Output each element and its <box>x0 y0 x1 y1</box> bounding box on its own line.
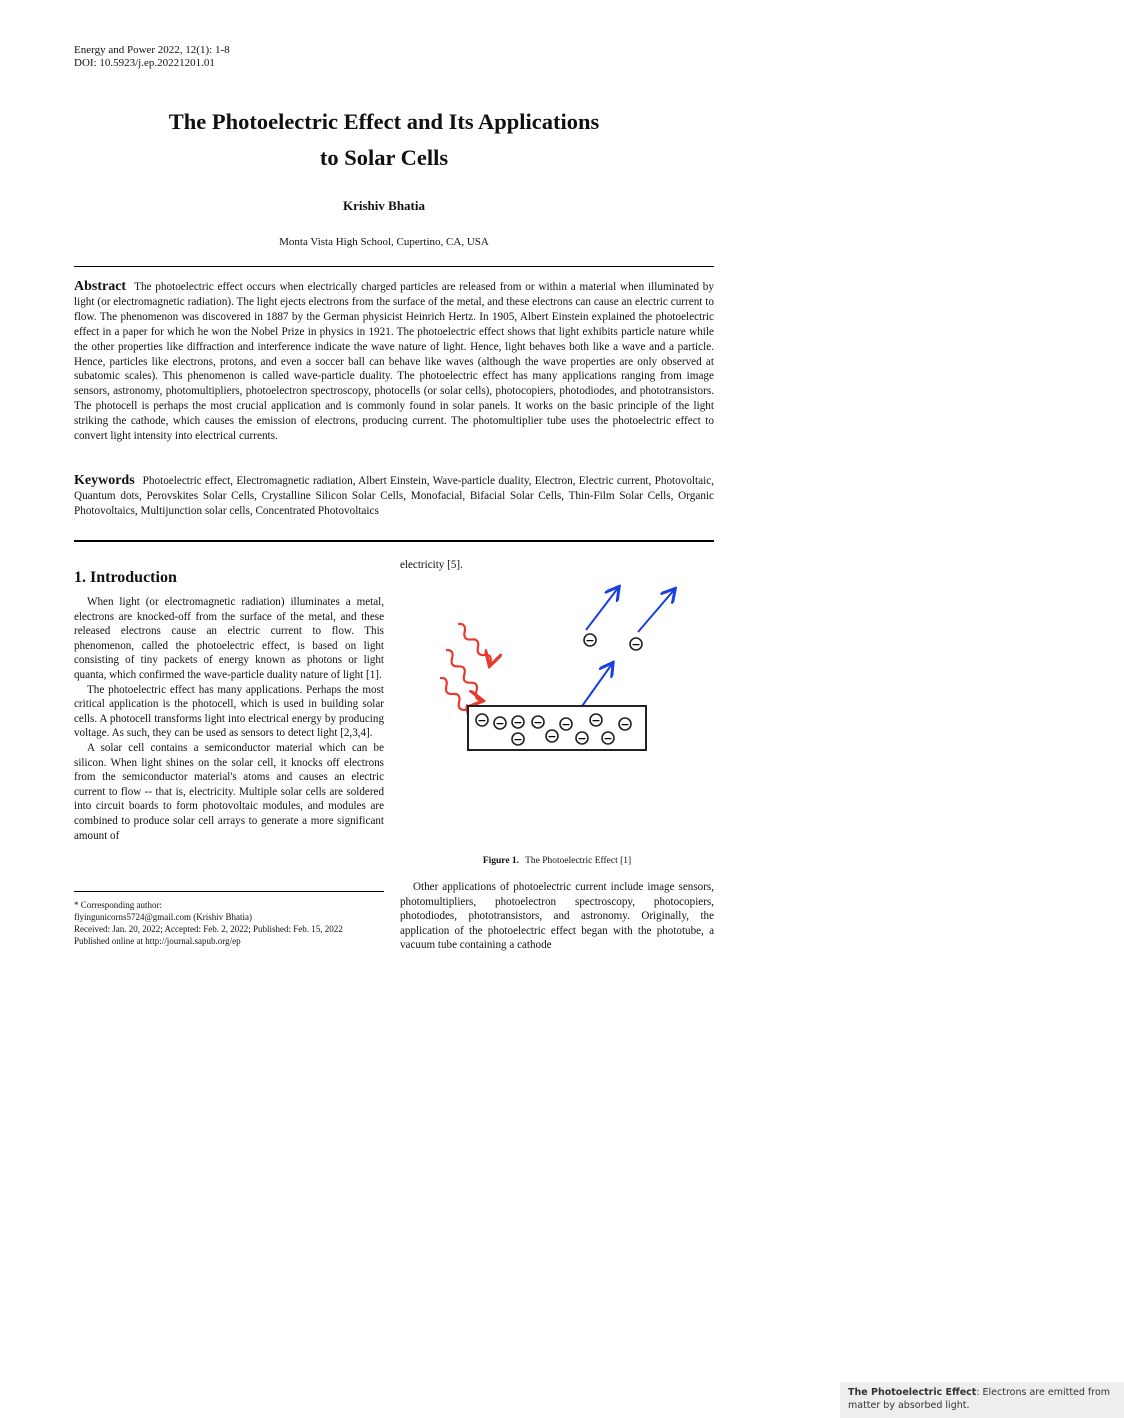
figure-inner-caption <box>840 1382 1124 1418</box>
electron-sign: − <box>577 732 587 745</box>
title-line-2: to Solar Cells <box>319 145 449 170</box>
intro-continuation: electricity [5]. <box>400 559 463 571</box>
abstract <box>74 280 714 444</box>
figure-caption-text: The Photoelectric Effect [1] <box>525 856 632 866</box>
divider-bottom <box>74 540 714 542</box>
footnote <box>74 899 394 947</box>
figure-illustration <box>420 578 704 808</box>
intro-paragraph-2: The photoelectric effect has many applications. Perhaps the most critical application is the photocell, which is used in building solar cells. A photocell transforms light into electrical energy by producing voltage. As such, they can be used as sensors to detect light [2,3,4]. <box>74 683 384 740</box>
figure-caption <box>400 856 714 866</box>
electron-sign: − <box>533 716 543 729</box>
emitted-arrow-1 <box>586 588 618 630</box>
paper-title <box>74 104 694 176</box>
journal-header <box>74 44 230 70</box>
intro-left-column <box>74 595 384 843</box>
keywords-text: Photoelectric effect, Electromagnetic radiation, Albert Einstein, Wave-particle duality, Electron, Electric current, Photovoltaic, Quantum dots, Perovskites Solar Cells, Crystalline Silicon Solar Cells, Monofacial, Bifacial Solar Cells, Thin-Film Solar Cells, Organic Photovoltaics, Multijunction solar cells, Concentrated Photovoltaics <box>74 475 714 517</box>
title-line-1: The Photoelectric Effect and Its Applications <box>168 109 600 134</box>
footnote-corresponding: * Corresponding author: <box>74 900 162 910</box>
journal-doi: DOI: 10.5923/j.ep.20221201.01 <box>74 57 215 69</box>
figure-inner-caption-text: : Electrons are emitted from matter by absorbed light. <box>848 1387 1111 1411</box>
figure-number: Figure 1. <box>482 856 520 866</box>
affiliation: Monta Vista High School, Cupertino, CA, USA <box>279 236 489 248</box>
electron-sign: − <box>631 638 641 651</box>
electron-sign: − <box>561 718 571 731</box>
intro-paragraph-1: When light (or electromagnetic radiation) illuminates a metal, electrons are knocked-off from the surface of the metal, and these released electrons cause an electric current to flow. This phenomenon, called the photoelectric effect, is based on light consisting of tiny packets of energy known as photons or light quanta, which confirmed the wave-particle duality nature of light [1]. <box>74 596 384 681</box>
electron-sign: − <box>591 714 601 727</box>
author-name: Krishiv Bhatia <box>343 198 425 213</box>
section-heading: 1. Introduction <box>74 569 177 586</box>
footnote-published: Published online at http://journal.sapub.org/ep <box>74 936 241 946</box>
abstract-label: Abstract <box>74 279 127 294</box>
light-wave-1 <box>451 622 499 664</box>
electron-sign: − <box>620 718 630 731</box>
electron-sign: − <box>495 717 505 730</box>
intro-right-column <box>400 880 714 953</box>
emitted-arrow-2 <box>638 590 674 632</box>
electron-sign: − <box>477 714 487 727</box>
keywords-label: Keywords <box>74 473 135 488</box>
keywords <box>74 474 714 519</box>
footnote-email: flyingunicorns5724@gmail.com (Krishiv Bhatia) <box>74 912 253 922</box>
electron-sign: − <box>513 733 523 746</box>
footnote-divider <box>74 891 384 892</box>
electron-sign: − <box>547 730 557 743</box>
electron-sign: − <box>603 732 613 745</box>
intro-right-paragraph: Other applications of photoelectric current include image sensors, photomultipliers, photoelectron spectroscopy, photocopiers, photodiodes, phototransistors, and astronomy. Originally, the application of the photoelectric effect began with the phototube, a vacuum tube containing a cathode <box>400 881 714 952</box>
journal-citation: Energy and Power 2022, 12(1): 1-8 <box>74 44 230 56</box>
figure-inner-caption-bold: The Photoelectric Effect <box>848 1387 977 1398</box>
electron-sign: − <box>513 716 523 729</box>
intro-paragraph-3: A solar cell contains a semiconductor material which can be silicon. When light shines on the solar cell, it knocks off electrons from the semiconductor material's atoms and causes an electric current to flow -- that is, electricity. Multiple solar cells are soldered into circuit boards to form photovoltaic modules, and modules are combined to produce solar cell arrays to generate a more significant amount of <box>74 741 384 842</box>
electron-sign: − <box>585 634 595 647</box>
abstract-text: The photoelectric effect occurs when electrically charged particles are released from or within a material when illuminated by light (or electromagnetic radiation). The light ejects electrons from the surface of the metal, and these electrons can cause an electric current to flow. The phenomenon was discovered in 1887 by the German physicist Heinrich Hertz. In 1905, Albert Einstein explained the photoelectric effect in a paper for which he won the Nobel Prize in physics in 1921. The photoelectric effect shows that light exhibits particle nature while the other properties like diffraction and interference indicate the wave nature of light. Hence, light behaves both like a wave and a particle. Hence, particles like electrons, protons, and even a soccer ball can behave like waves (although the wave properties are only observed at subatomic scales). This phenomenon is called wave-particle duality. The photoelectric effect has many applications ranging from image sensors, astronomy, photomultipliers, photoelectron spectroscopy, photocells (or solar cells), photocopiers, photodiodes, and phototransistors. The photocell is perhaps the most crucial application and is commonly found in solar panels. It works on the basic principle of the light striking the cathode, which causes the emission of electrons, producing current. The photomultiplier tube uses the photoelectric effect to convert light intensity into electrical currents. <box>74 281 714 443</box>
divider-top <box>74 266 714 267</box>
footnote-dates: Received: Jan. 20, 2022; Accepted: Feb. 2, 2022; Published: Feb. 15, 2022 <box>74 924 343 934</box>
